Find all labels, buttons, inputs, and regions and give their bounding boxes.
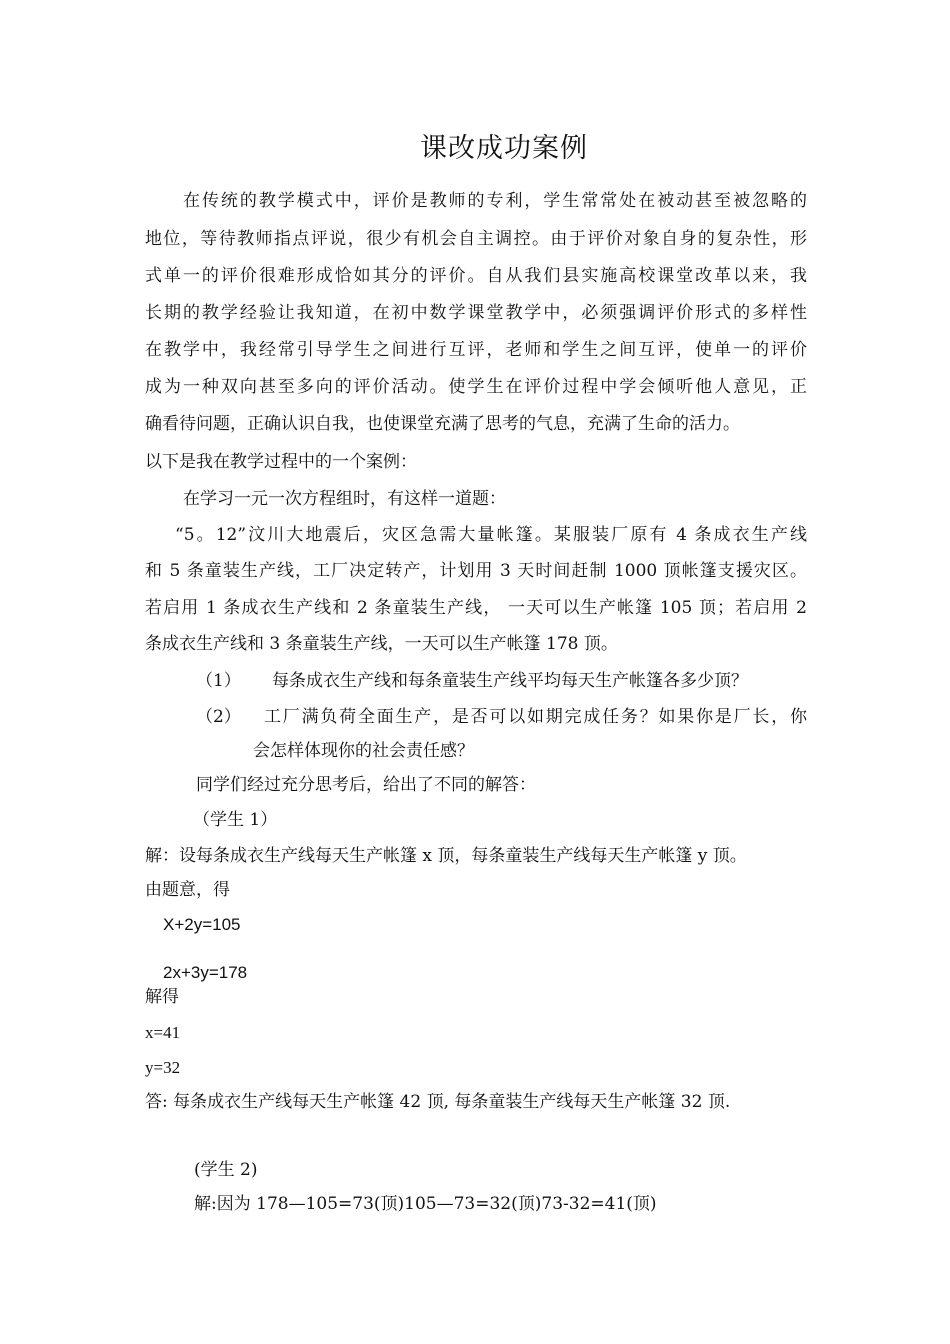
answers-intro: 同学们经过充分思考后，给出了不同的解答： xyxy=(196,775,536,795)
question-text: 每条成衣生产线和每条童装生产线平均每天生产帐篷各多少顶？ xyxy=(272,671,748,691)
question-number: （2） xyxy=(196,707,241,727)
equation: X+2y=105 xyxy=(163,915,241,934)
solution-line: 解:因为 178—105=73(顶)105—73=32(顶)73-32=41(顶) xyxy=(194,1194,657,1214)
answer-line: 答: 每条成衣生产线每天生产帐篷 42 顶, 每条童装生产线每天生产帐篷 32 顶. xyxy=(145,1092,731,1112)
intro-line: 成为一种双向甚至多向的评价活动。使学生在评价过程中学会倾听他人意见，正 xyxy=(145,377,807,397)
intro-line: 长期的教学经验让我知道，在初中数学课堂教学中，必须强调评价形式的多样性 xyxy=(145,303,807,323)
solution-line: 解：设每条成衣生产线每天生产帐篷 x 顶，每条童装生产线每天生产帐篷 y 顶。 xyxy=(145,846,747,866)
equation: 2x+3y=178 xyxy=(163,963,248,982)
problem-intro: 在学习一元一次方程组时，有这样一道题： xyxy=(183,489,506,509)
solution-line: 解得 xyxy=(145,987,179,1007)
student-label: (学生 2) xyxy=(194,1160,258,1180)
problem-line: 条成衣生产线和 3 条童装生产线，一天可以生产帐篷 178 顶。 xyxy=(145,634,618,654)
result-value: y=32 xyxy=(145,1058,181,1077)
question-text: 工厂满负荷全面生产，是否可以如期完成任务？如果你是厂长，你 xyxy=(264,707,807,727)
question-text-continued: 会怎样体现你的社会责任感？ xyxy=(253,741,474,761)
solution-line: 由题意，得 xyxy=(145,880,230,900)
question-number: （1） xyxy=(196,671,241,691)
intro-line: 在教学中，我经常引导学生之间进行互评，老师和学生之间互评，使单一的评价 xyxy=(145,340,807,360)
intro-line: 式单一的评价很难形成恰如其分的评价。自从我们县实施高校课堂改革以来，我 xyxy=(145,266,807,286)
document-title: 课改成功案例 xyxy=(420,133,588,164)
problem-line: “5。12”汶川大地震后，灾区急需大量帐篷。某服装厂原有 4 条成衣生产线 xyxy=(175,525,807,545)
result-value: x=41 xyxy=(145,1023,181,1042)
intro-line: 以下是我在教学过程中的一个案例： xyxy=(145,452,417,472)
intro-line: 地位，等待教师指点评说，很少有机会自主调控。由于评价对象自身的复杂性，形 xyxy=(145,229,807,249)
intro-line: 在传统的教学模式中，评价是教师的专利，学生常常处在被动甚至被忽略的 xyxy=(183,191,807,211)
intro-line: 确看待问题，正确认识自我，也使课堂充满了思考的气息，充满了生命的活力。 xyxy=(145,414,740,434)
student-label: （学生 1） xyxy=(193,810,278,830)
problem-line: 若启用 1 条成衣生产线和 2 条童装生产线， 一天可以生产帐篷 105 顶；若启用 2 xyxy=(145,598,807,618)
problem-line: 和 5 条童装生产线，工厂决定转产，计划用 3 天时间赶制 1000 顶帐篷支援灾区。 xyxy=(145,561,807,581)
